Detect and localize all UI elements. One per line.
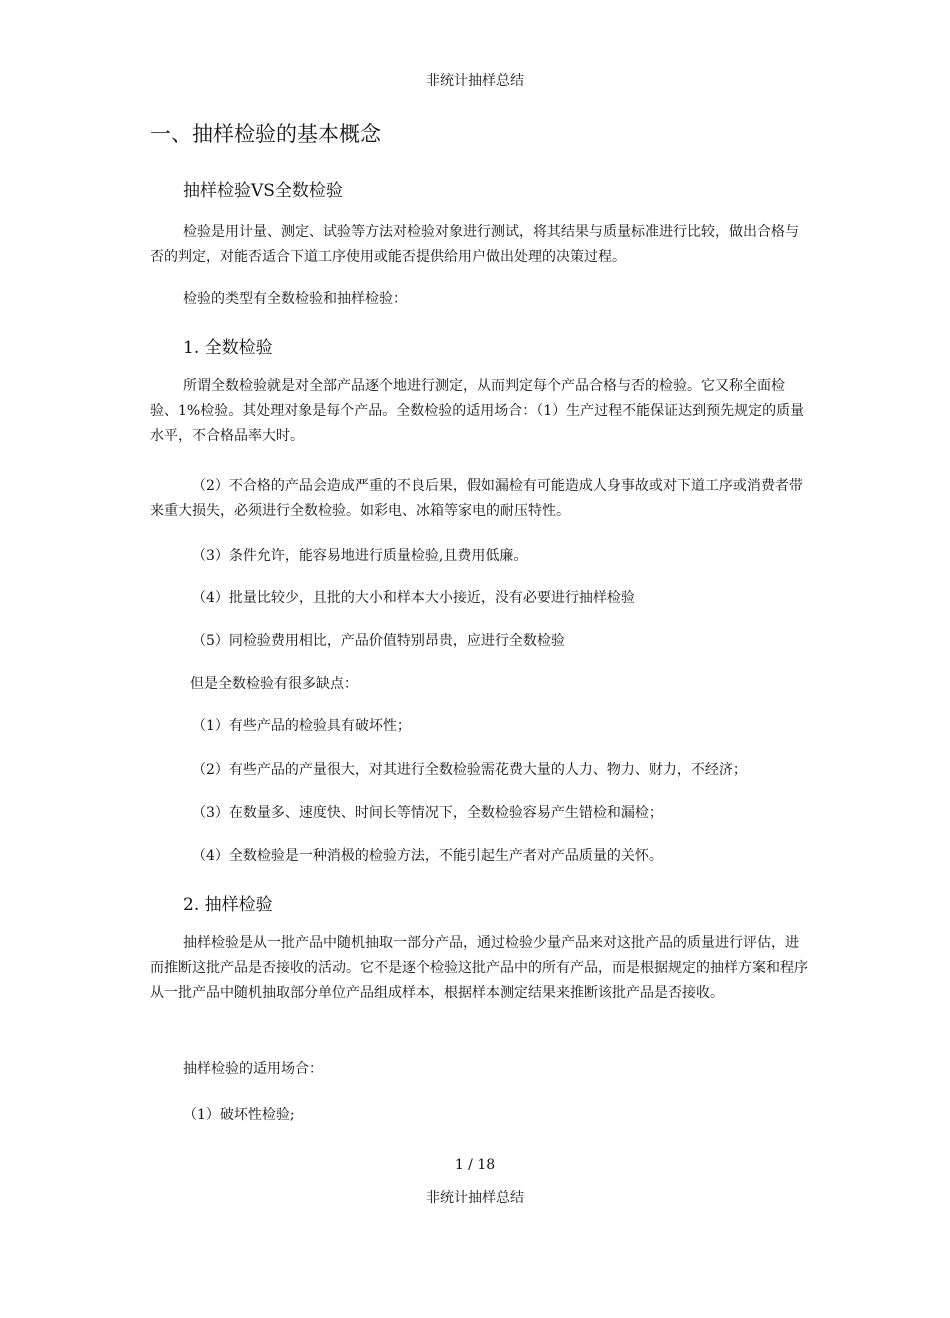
drawback-4: （4）全数检验是一种消极的检验方法，不能引起生产者对产品质量的关怀。 <box>192 848 663 864</box>
intro-paragraph: 检验是用计量、测定、试验等方法对检验对象进行测试，将其结果与质量标准进行比较，做出合格与否的判定，对能否适合下道工序使用或能否提供给用户做出处理的决策过程。 <box>150 224 799 265</box>
drawback-3: （3）在数量多、速度快、时间长等情况下，全数检验容易产生错检和漏检； <box>192 805 663 821</box>
drawback-2: （2）有些产品的产量很大，对其进行全数检验需花费大量的人力、物力、财力，不经济； <box>192 762 747 778</box>
page-header: 非统计抽样总结 <box>426 73 524 89</box>
heading-sampling-vs-full: 抽样检验VS全数检验 <box>183 181 343 201</box>
full-inspection-case-5: （5）同检验费用相比，产品价值特别昂贵，应进行全数检验 <box>192 633 565 649</box>
heading-basic-concepts: 一、抽样检验的基本概念 <box>150 122 381 146</box>
full-inspection-case-3: （3）条件允许，能容易地进行质量检验,且费用低廉。 <box>192 548 528 564</box>
sampling-case-1: （1）破坏性检验; <box>183 1107 295 1123</box>
heading-full-inspection: 1. 全数检验 <box>183 338 273 358</box>
inspection-types-line: 检验的类型有全数检验和抽样检验： <box>183 291 407 307</box>
next-page-header: 非统计抽样总结 <box>426 1190 524 1206</box>
page-number: 1 / 18 <box>454 1157 496 1173</box>
sampling-applicable-cases: 抽样检验的适用场合： <box>183 1061 323 1077</box>
full-inspection-case-4: （4）批量比较少，且批的大小和样本大小接近，没有必要进行抽样检验 <box>192 590 635 606</box>
heading-sampling-inspection: 2. 抽样检验 <box>183 895 273 915</box>
drawbacks-intro: 但是全数检验有很多缺点： <box>190 676 358 692</box>
sampling-inspection-paragraph: 抽样检验是从一批产品中随机抽取一部分产品，通过检验少量产品来对这批产品的质量进行评估，进而推断这批产品是否接收的活动。它不是逐个检验这批产品中的所有产品，而是根据规定的抽样方案和程序从一批产品中随机抽取部分单位产品组成样本，根据样本测定结果来推断该批产品是否接收。 <box>150 935 808 1001</box>
drawback-1: （1）有些产品的检验具有破坏性； <box>192 718 411 734</box>
full-inspection-case-2: （2）不合格的产品会造成严重的不良后果，假如漏检有可能造成人身事故或对下道工序或消费者带来重大损失，必须进行全数检验。如彩电、冰箱等家电的耐压特性。 <box>150 478 803 519</box>
full-inspection-paragraph: 所谓全数检验就是对全部产品逐个地进行测定，从而判定每个产品合格与否的检验。它又称全面检验、1%检验。其处理对象是每个产品。全数检验的适用场合：（1）生产过程不能保证达到预先规定的质量水平，不合格品率大时。 <box>150 378 805 444</box>
